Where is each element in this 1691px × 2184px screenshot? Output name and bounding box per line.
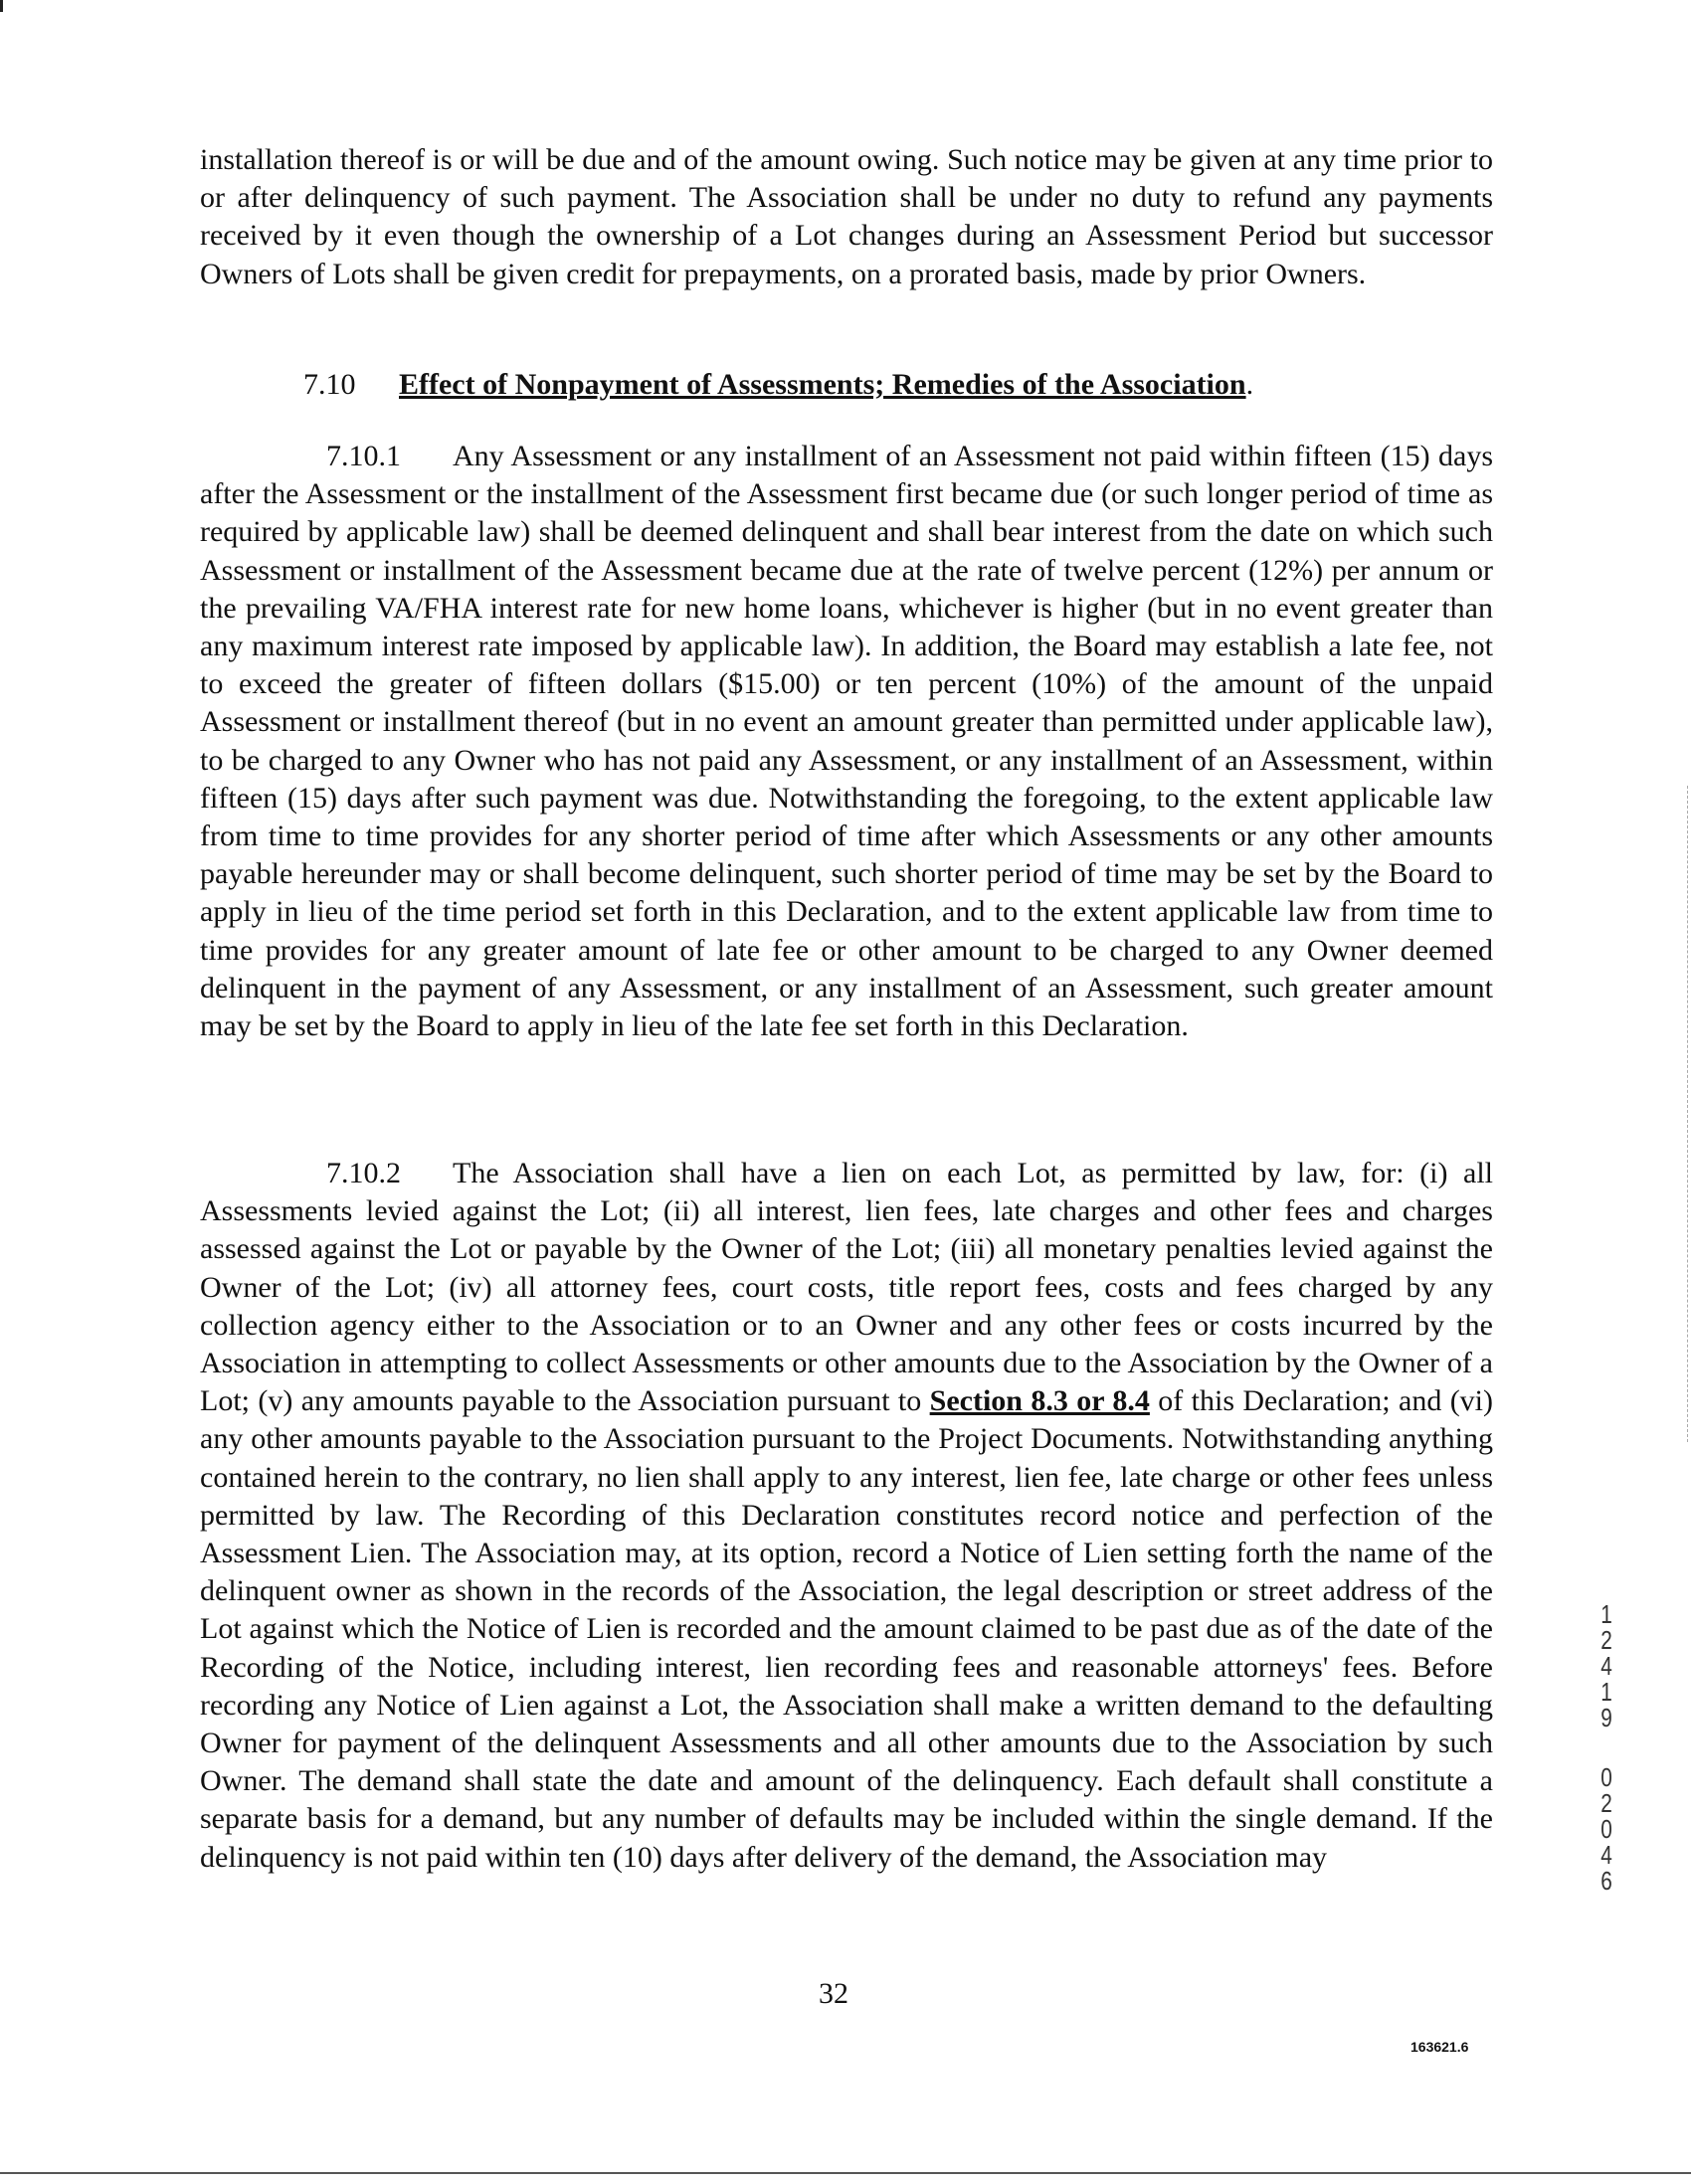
section-title-period: . <box>1245 368 1254 401</box>
subsection-7-10-1 <box>200 438 1493 1045</box>
stamp-digit: 9 <box>1600 1703 1612 1732</box>
section-heading <box>303 366 1253 404</box>
document-code: 163621.6 <box>1410 2039 1469 2055</box>
stamp-digit: 4 <box>1600 1840 1612 1870</box>
stamp-gap <box>1595 1730 1618 1764</box>
stamp-digit: 6 <box>1600 1866 1612 1896</box>
section-reference: Section 8.3 or 8.4 <box>929 1384 1150 1418</box>
subsection-number: 7.10.2 <box>326 1157 401 1189</box>
subsection-7-10-2 <box>200 1155 1493 1877</box>
stamp-digit: 4 <box>1600 1651 1612 1681</box>
subsection-number: 7.10.1 <box>326 440 401 472</box>
recording-stamp <box>1592 1601 1621 1894</box>
section-number: 7.10 <box>303 368 356 401</box>
page-number: 32 <box>819 1977 848 2010</box>
stamp-digit: 1 <box>1600 1599 1612 1629</box>
stamp-digit: 2 <box>1600 1625 1612 1655</box>
stamp-digit: 0 <box>1600 1814 1612 1844</box>
stamp-digit: 1 <box>1600 1677 1612 1707</box>
scan-edge-line <box>1687 786 1689 1442</box>
subsection-text-part-a: The Association shall have a lien on each Lot, as permitted by law, for: (i) all Assessments levied against the Lot; (ii) all interest, lien fees, late charges and other fees and charges assessed against the Lot or payable by the Owner of the Lot; (iii) all monetary penalties levied against the Owner of the Lot; (iv) all attorney fees, court costs, title report fees, costs and fees charged by any collection agency either to the Association or to an Owner and any other fees or costs incurred by the Association in attempting to collect Assessments or other amounts due to the Association by the Owner of a Lot; (v) any amounts payable to the Association pursuant to <box>200 1157 1493 1418</box>
stamp-digit: 2 <box>1600 1788 1612 1818</box>
subsection-text: Any Assessment or any installment of an Assessment not paid within fifteen (15) days after the Assessment or the installment of the Assessment first became due (or such longer period of time as required by applicable law) shall be deemed delinquent and shall bear interest from the date on which such Assessment or installment of the Assessment became due at the rate of twelve percent (12%) per annum or the prevailing VA/FHA interest rate for new home loans, whichever is higher (but in no event greater than any maximum interest rate imposed by applicable law). In addition, the Board may establish a late fee, not to exceed the greater of fifteen dollars ($15.00) or ten percent (10%) of the amount of the unpaid Assessment or installment thereof (but in no event an amount greater than permitted under applicable law), to be charged to any Owner who has not paid any Assessment, or any installment of an Assessment, within fifteen (15) days after such payment was due. Notwithstanding the foregoing, to the extent applicable law from time to time provides for any shorter period of time after which Assessments or any other amounts payable hereunder may or shall become delinquent, such shorter period of time may be set by the Board to apply in lieu of the time period set forth in this Declaration, and to the extent applicable law from time to time provides for any greater amount of late fee or other amount to be charged to any Owner deemed delinquent in the payment of any Assessment, or any installment of an Assessment, such greater amount may be set by the Board to apply in lieu of the late fee set forth in this Declaration. <box>200 440 1493 1043</box>
stamp-digit: 0 <box>1600 1762 1612 1792</box>
section-title: Effect of Nonpayment of Assessments; Remedies of the Association <box>399 368 1246 401</box>
scan-bottom-line <box>0 2172 1691 2174</box>
scan-edge-mark <box>0 0 3 12</box>
paragraph-continuation: installation thereof is or will be due and of the amount owing. Such notice may be given at any time prior to or after delinquency of such payment. The Association shall be under no duty to refund any payments received by it even though the ownership of a Lot changes during an Assessment Period but successor Owners of Lots shall be given credit for prepayments, on a prorated basis, made by prior Owners. <box>200 143 1493 290</box>
subsection-text-part-b: of this Declaration; and (vi) any other amounts payable to the Association pursuant to the Project Documents. Notwithstanding anything contained herein to the contrary, no lien shall apply to any interest, lien fee, late charge or other fees unless permitted by law. The Recording of this Declaration constitutes record notice and perfection of the Assessment Lien. The Association may, at its option, record a Notice of Lien setting forth the name of the delinquent owner as shown in the records of the Association, the legal description or street address of the Lot against which the Notice of Lien is recorded and the amount claimed to be past due as of the date of the Recording of the Notice, including interest, lien recording fees and reasonable attorneys' fees. Before recording any Notice of Lien against a Lot, the Association shall make a written demand to the defaulting Owner for payment of the delinquent Assessments and all other amounts due to the Association by such Owner. The demand shall state the date and amount of the delinquency. Each default shall constitute a separate basis for a demand, but any number of defaults may be included within the single demand. If the delinquency is not paid within ten (10) days after delivery of the demand, the Association may <box>200 1384 1494 1874</box>
